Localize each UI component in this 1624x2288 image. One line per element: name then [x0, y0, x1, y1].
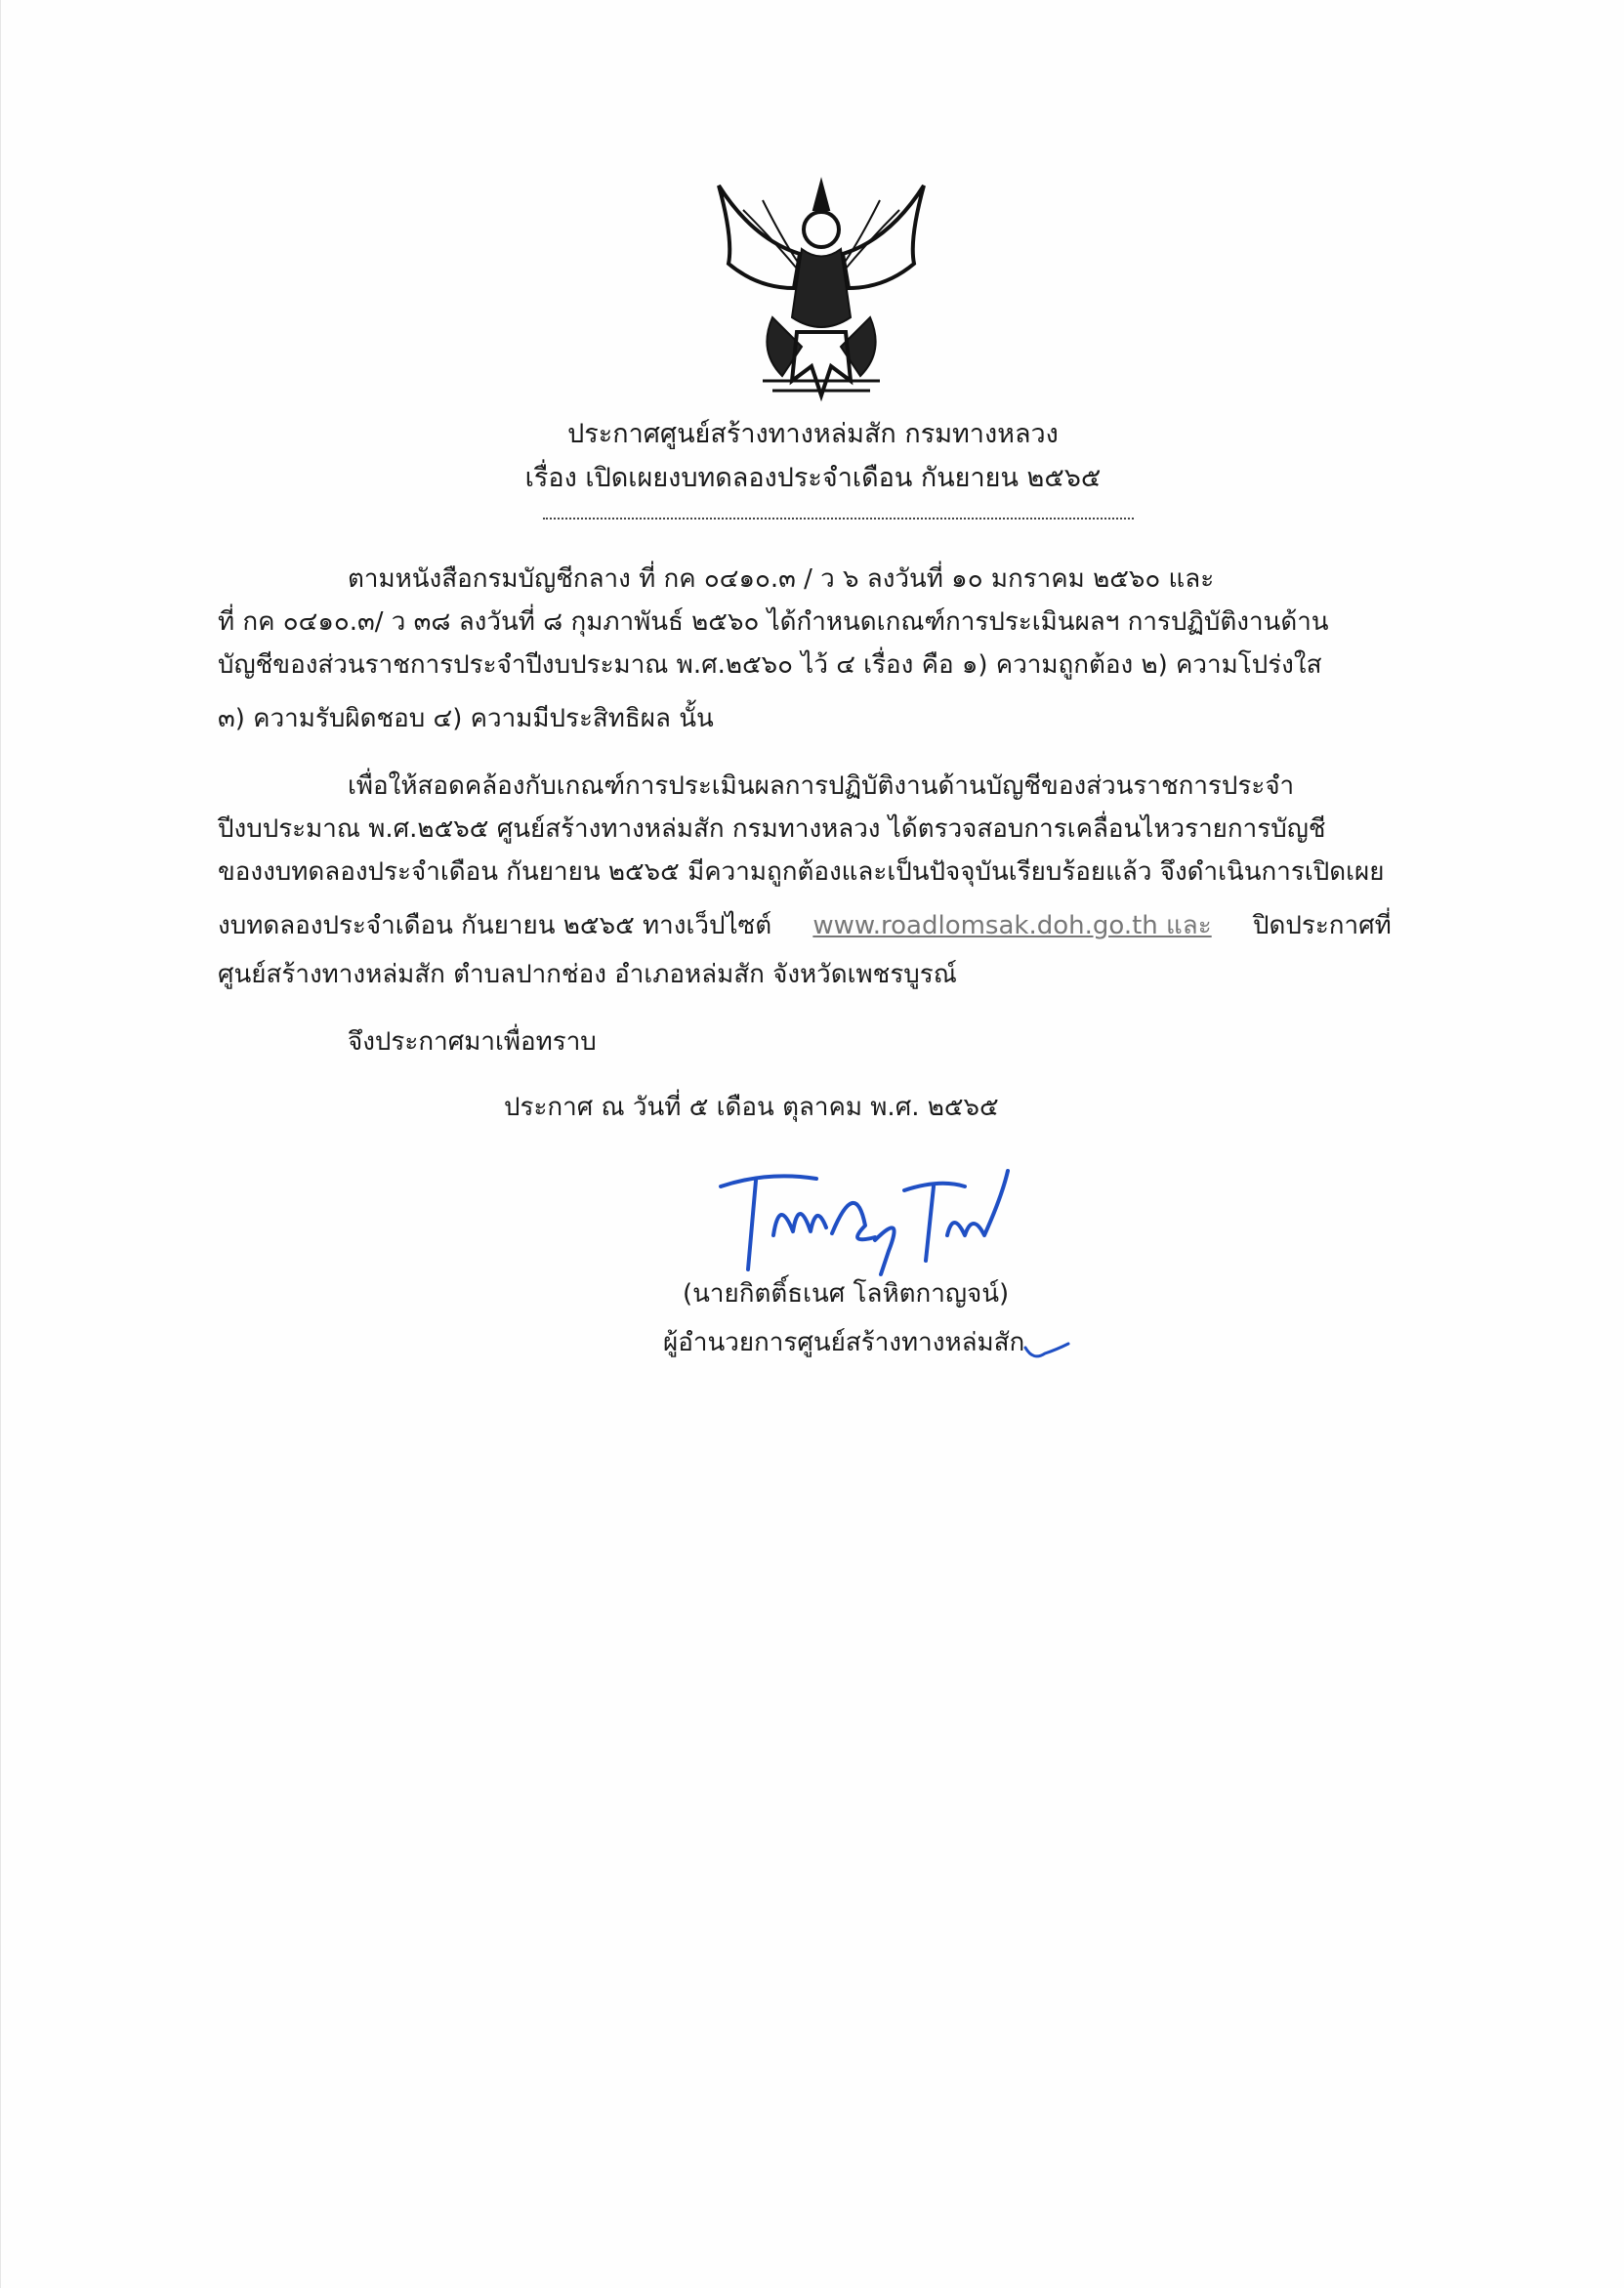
- announcement-subject: เรื่อง เปิดเผยงบทดลองประจำเดือน กันยายน ๒๕๖๕: [524, 463, 1102, 493]
- p1-line-3: บัญชีของส่วนราชการประจำปีงบประมาณ พ.ศ.๒๕๖๐ ไว้ ๔ เรื่อง คือ ๑) ความถูกต้อง ๒) ความโปร่งใส: [218, 650, 1322, 680]
- p1-line-1: ตามหนังสือกรมบัญชีกลาง ที่ กค ๐๔๑๐.๓ / ว ๖ ลงวันที่ ๑๐ มกราคม ๒๕๖๐ และ: [348, 564, 1215, 594]
- dotted-divider: [543, 518, 1134, 520]
- p2-line-2: ปีงบประมาณ พ.ศ.๒๕๖๕ ศูนย์สร้างทางหล่มสัก กรมทางหลวง ได้ตรวจสอบการเคลื่อนไหวรายการบัญชี: [218, 814, 1326, 844]
- p1-line-2: ที่ กค ๐๔๑๐.๓/ ว ๓๘ ลงวันที่ ๘ กุมภาพันธ์ ๒๕๖๐ ได้กำหนดเกณฑ์การประเมินผลฯ การปฏิบัติงานด้าน: [218, 607, 1329, 637]
- p2-line-4-text: งบทดลองประจำเดือน กันยายน ๒๕๖๕ ทางเว็ปไซต์: [218, 911, 772, 940]
- p2-line-3: ของงบทดลองประจำเดือน กันยายน ๒๕๖๕ มีความถูกต้องและเป็นปัจจุบันเรียบร้อยแล้ว จึงดำเนินการเปิดเผย: [218, 857, 1385, 887]
- signer-name: (นายกิตติ์ธเนศ โลหิตกาญจน์): [683, 1279, 1010, 1309]
- p2-line-5: ศูนย์สร้างทางหล่มสัก ตำบลปากช่อง อำเภอหล่มสัก จังหวัดเพชรบูรณ์: [218, 960, 957, 989]
- initial-tick-mark: [1021, 1338, 1072, 1363]
- p2-line-1: เพื่อให้สอดคล้องกับเกณฑ์การประเมินผลการปฏิบัติงานด้านบัญชีของส่วนราชการประจำ: [348, 771, 1295, 801]
- signer-position: ผู้อำนวยการศูนย์สร้างทางหล่มสัก: [663, 1328, 1025, 1357]
- handwritten-signature: [709, 1157, 1041, 1279]
- date-line: ประกาศ ณ วันที่ ๕ เดือน ตุลาคม พ.ศ. ๒๕๖๕: [504, 1093, 999, 1122]
- p1-line-4: ๓) ความรับผิดชอบ ๔) ความมีประสิทธิผล นั้น: [218, 704, 714, 733]
- p2-line-4-end: ปิดประกาศที่: [1252, 911, 1392, 940]
- garuda-emblem: [704, 171, 938, 405]
- p2-line-4: [218, 906, 1392, 945]
- closing-line: จึงประกาศมาเพื่อทราบ: [348, 1027, 597, 1057]
- announcement-title: ประกาศศูนย์สร้างทางหล่มสัก กรมทางหลวง: [567, 419, 1059, 449]
- website-link[interactable]: www.roadlomsak.doh.go.th และ: [812, 911, 1212, 940]
